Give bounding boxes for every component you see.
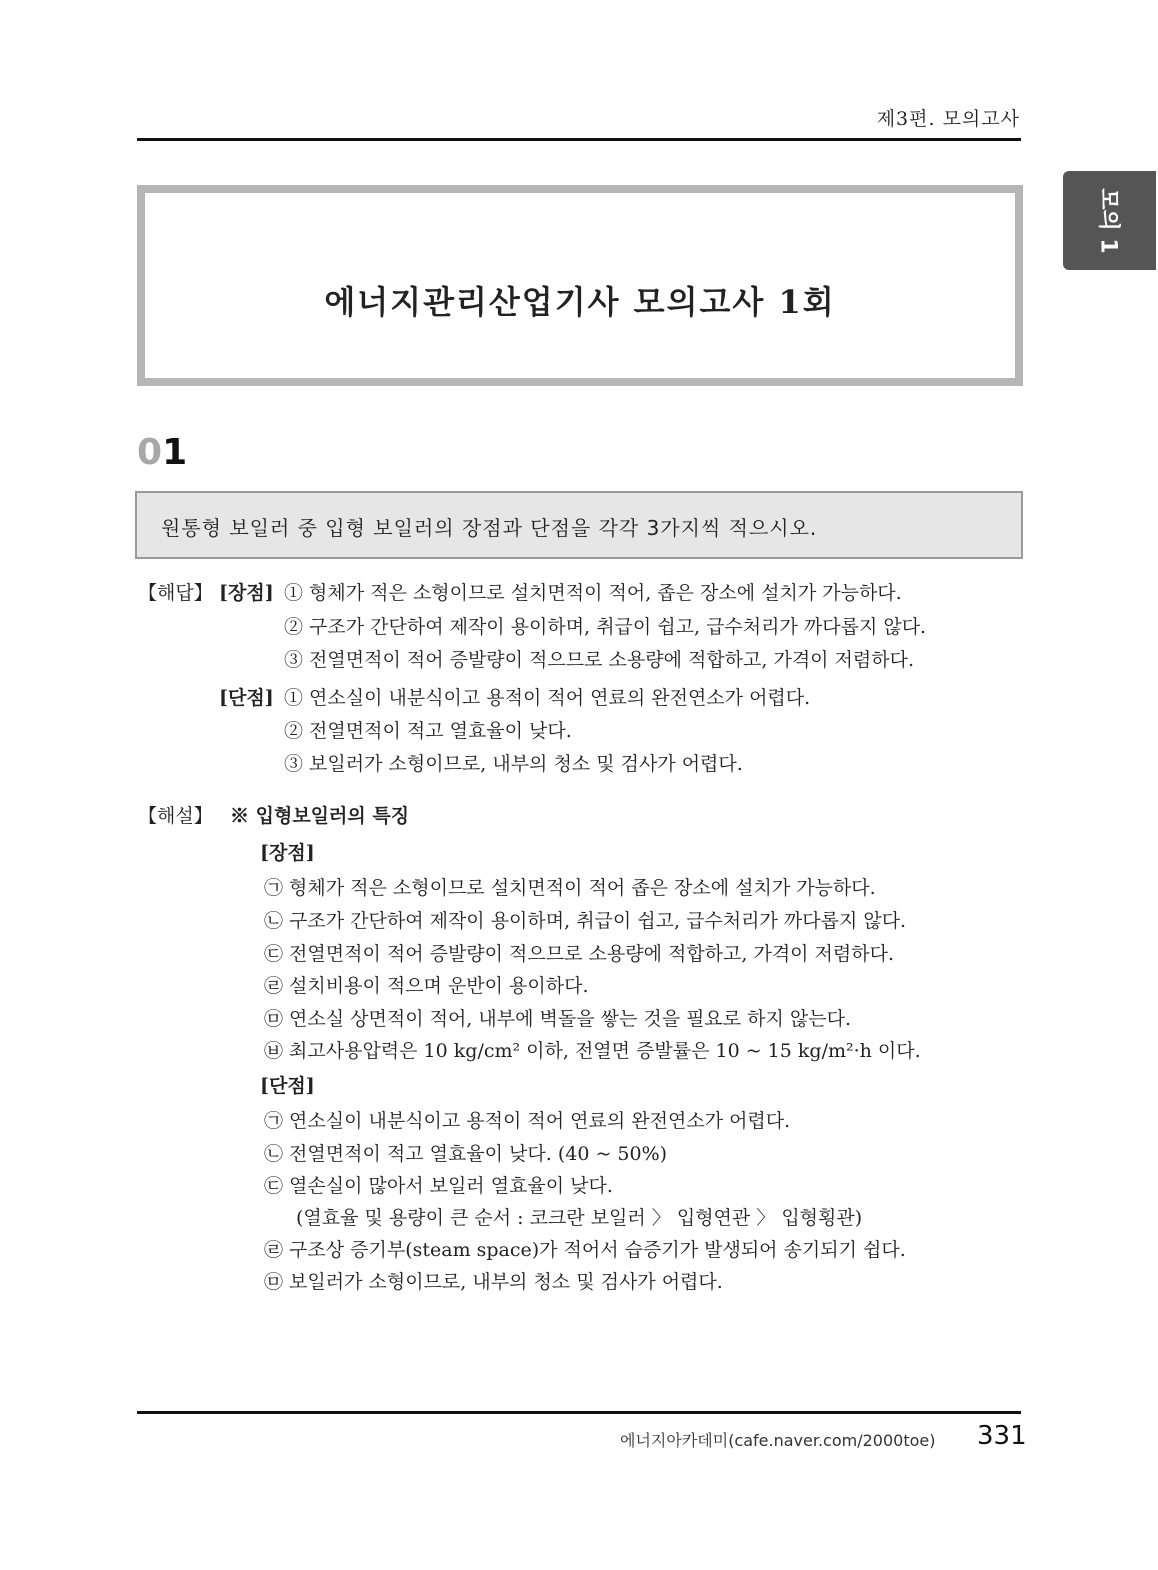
answer-label: 【해답】 bbox=[138, 582, 213, 604]
explanation-pro-item: ㉤ 연소실 상면적이 적어, 내부에 벽돌을 쌓는 것을 필요로 하지 않는다. bbox=[264, 1008, 852, 1030]
explanation-pro-item: ㉥ 최고사용압력은 10 kg/cm² 이하, 전열면 증발률은 10 ~ 15 kg/m²·h 이다. bbox=[264, 1040, 921, 1062]
explanation-heading: ※ 입형보일러의 특징 bbox=[230, 805, 410, 827]
answer-pro-item: ① 형체가 적은 소형이므로 설치면적이 적어, 좁은 장소에 설치가 가능하다. bbox=[284, 582, 902, 604]
explanation-con-item: ㉣ 구조상 증기부(steam space)가 적어서 습증기가 발생되어 송기되기 쉽다. bbox=[264, 1239, 906, 1261]
answer-cons-label: [단점] bbox=[219, 687, 274, 709]
question-number-suffix: 1 bbox=[162, 432, 188, 473]
explanation-con-item: ㉢ 열손실이 많아서 보일러 열효율이 낮다. bbox=[264, 1175, 613, 1197]
page-number: 331 bbox=[977, 1421, 1027, 1451]
page-title: 에너지관리산업기사 모의고사 1회 bbox=[324, 283, 836, 321]
explanation-con-item: ㉠ 연소실이 내분식이고 용적이 적어 연료의 완전연소가 어렵다. bbox=[264, 1110, 791, 1132]
question-box bbox=[135, 491, 1023, 559]
side-tab bbox=[1063, 171, 1156, 270]
explanation-con-item: ㉤ 보일러가 소형이므로, 내부의 청소 및 검사가 어렵다. bbox=[264, 1271, 723, 1293]
explanation-cons-label: [단점] bbox=[260, 1075, 315, 1097]
question-text: 원통형 보일러 중 입형 보일러의 장점과 단점을 각각 3가지씩 적으시오. bbox=[161, 516, 818, 540]
explanation-pros-label: [장점] bbox=[260, 842, 315, 864]
answer-con-item: ③ 보일러가 소형이므로, 내부의 청소 및 검사가 어렵다. bbox=[284, 753, 743, 775]
question-number bbox=[137, 432, 187, 473]
explanation-pro-item: ㉠ 형체가 적은 소형이므로 설치면적이 적어 좁은 장소에 설치가 가능하다. bbox=[264, 877, 876, 899]
answer-pros-label: [장점] bbox=[219, 582, 274, 604]
section-header: 제3편. 모의고사 bbox=[876, 108, 1020, 130]
explanation-con-item: ㉡ 전열면적이 적고 열효율이 낮다. (40 ~ 50%) bbox=[264, 1143, 668, 1165]
explanation-label: 【해설】 bbox=[138, 805, 213, 827]
explanation-con-note: (열효율 및 용량이 큰 순서 : 코크란 보일러 〉 입형연관 〉 입형횡관) bbox=[296, 1207, 863, 1229]
answer-pro-item: ③ 전열면적이 적어 증발량이 적으므로 소용량에 적합하고, 가격이 저렴하다. bbox=[284, 649, 915, 671]
explanation-pro-item: ㉡ 구조가 간단하여 제작이 용이하며, 취급이 쉽고, 급수처리가 까다롭지 않다. bbox=[264, 910, 907, 932]
footer-divider bbox=[137, 1411, 1021, 1414]
explanation-pro-item: ㉢ 전열면적이 적어 증발량이 적으므로 소용량에 적합하고, 가격이 저렴하다. bbox=[264, 943, 895, 965]
answer-con-item: ② 전열면적이 적고 열효율이 낮다. bbox=[284, 720, 572, 742]
header-divider bbox=[137, 138, 1021, 141]
title-box bbox=[137, 185, 1023, 386]
footer-source: 에너지아카데미(cafe.naver.com/2000toe) bbox=[620, 1431, 936, 1450]
explanation-pro-item: ㉣ 설치비용이 적으며 운반이 용이하다. bbox=[264, 975, 589, 997]
answer-pro-item: ② 구조가 간단하여 제작이 용이하며, 취급이 쉽고, 급수처리가 까다롭지 않다. bbox=[284, 616, 927, 638]
side-tab-label: 모의 1 bbox=[1095, 187, 1120, 254]
answer-con-item: ① 연소실이 내분식이고 용적이 적어 연료의 완전연소가 어렵다. bbox=[284, 687, 811, 709]
question-number-prefix: 0 bbox=[137, 432, 163, 473]
